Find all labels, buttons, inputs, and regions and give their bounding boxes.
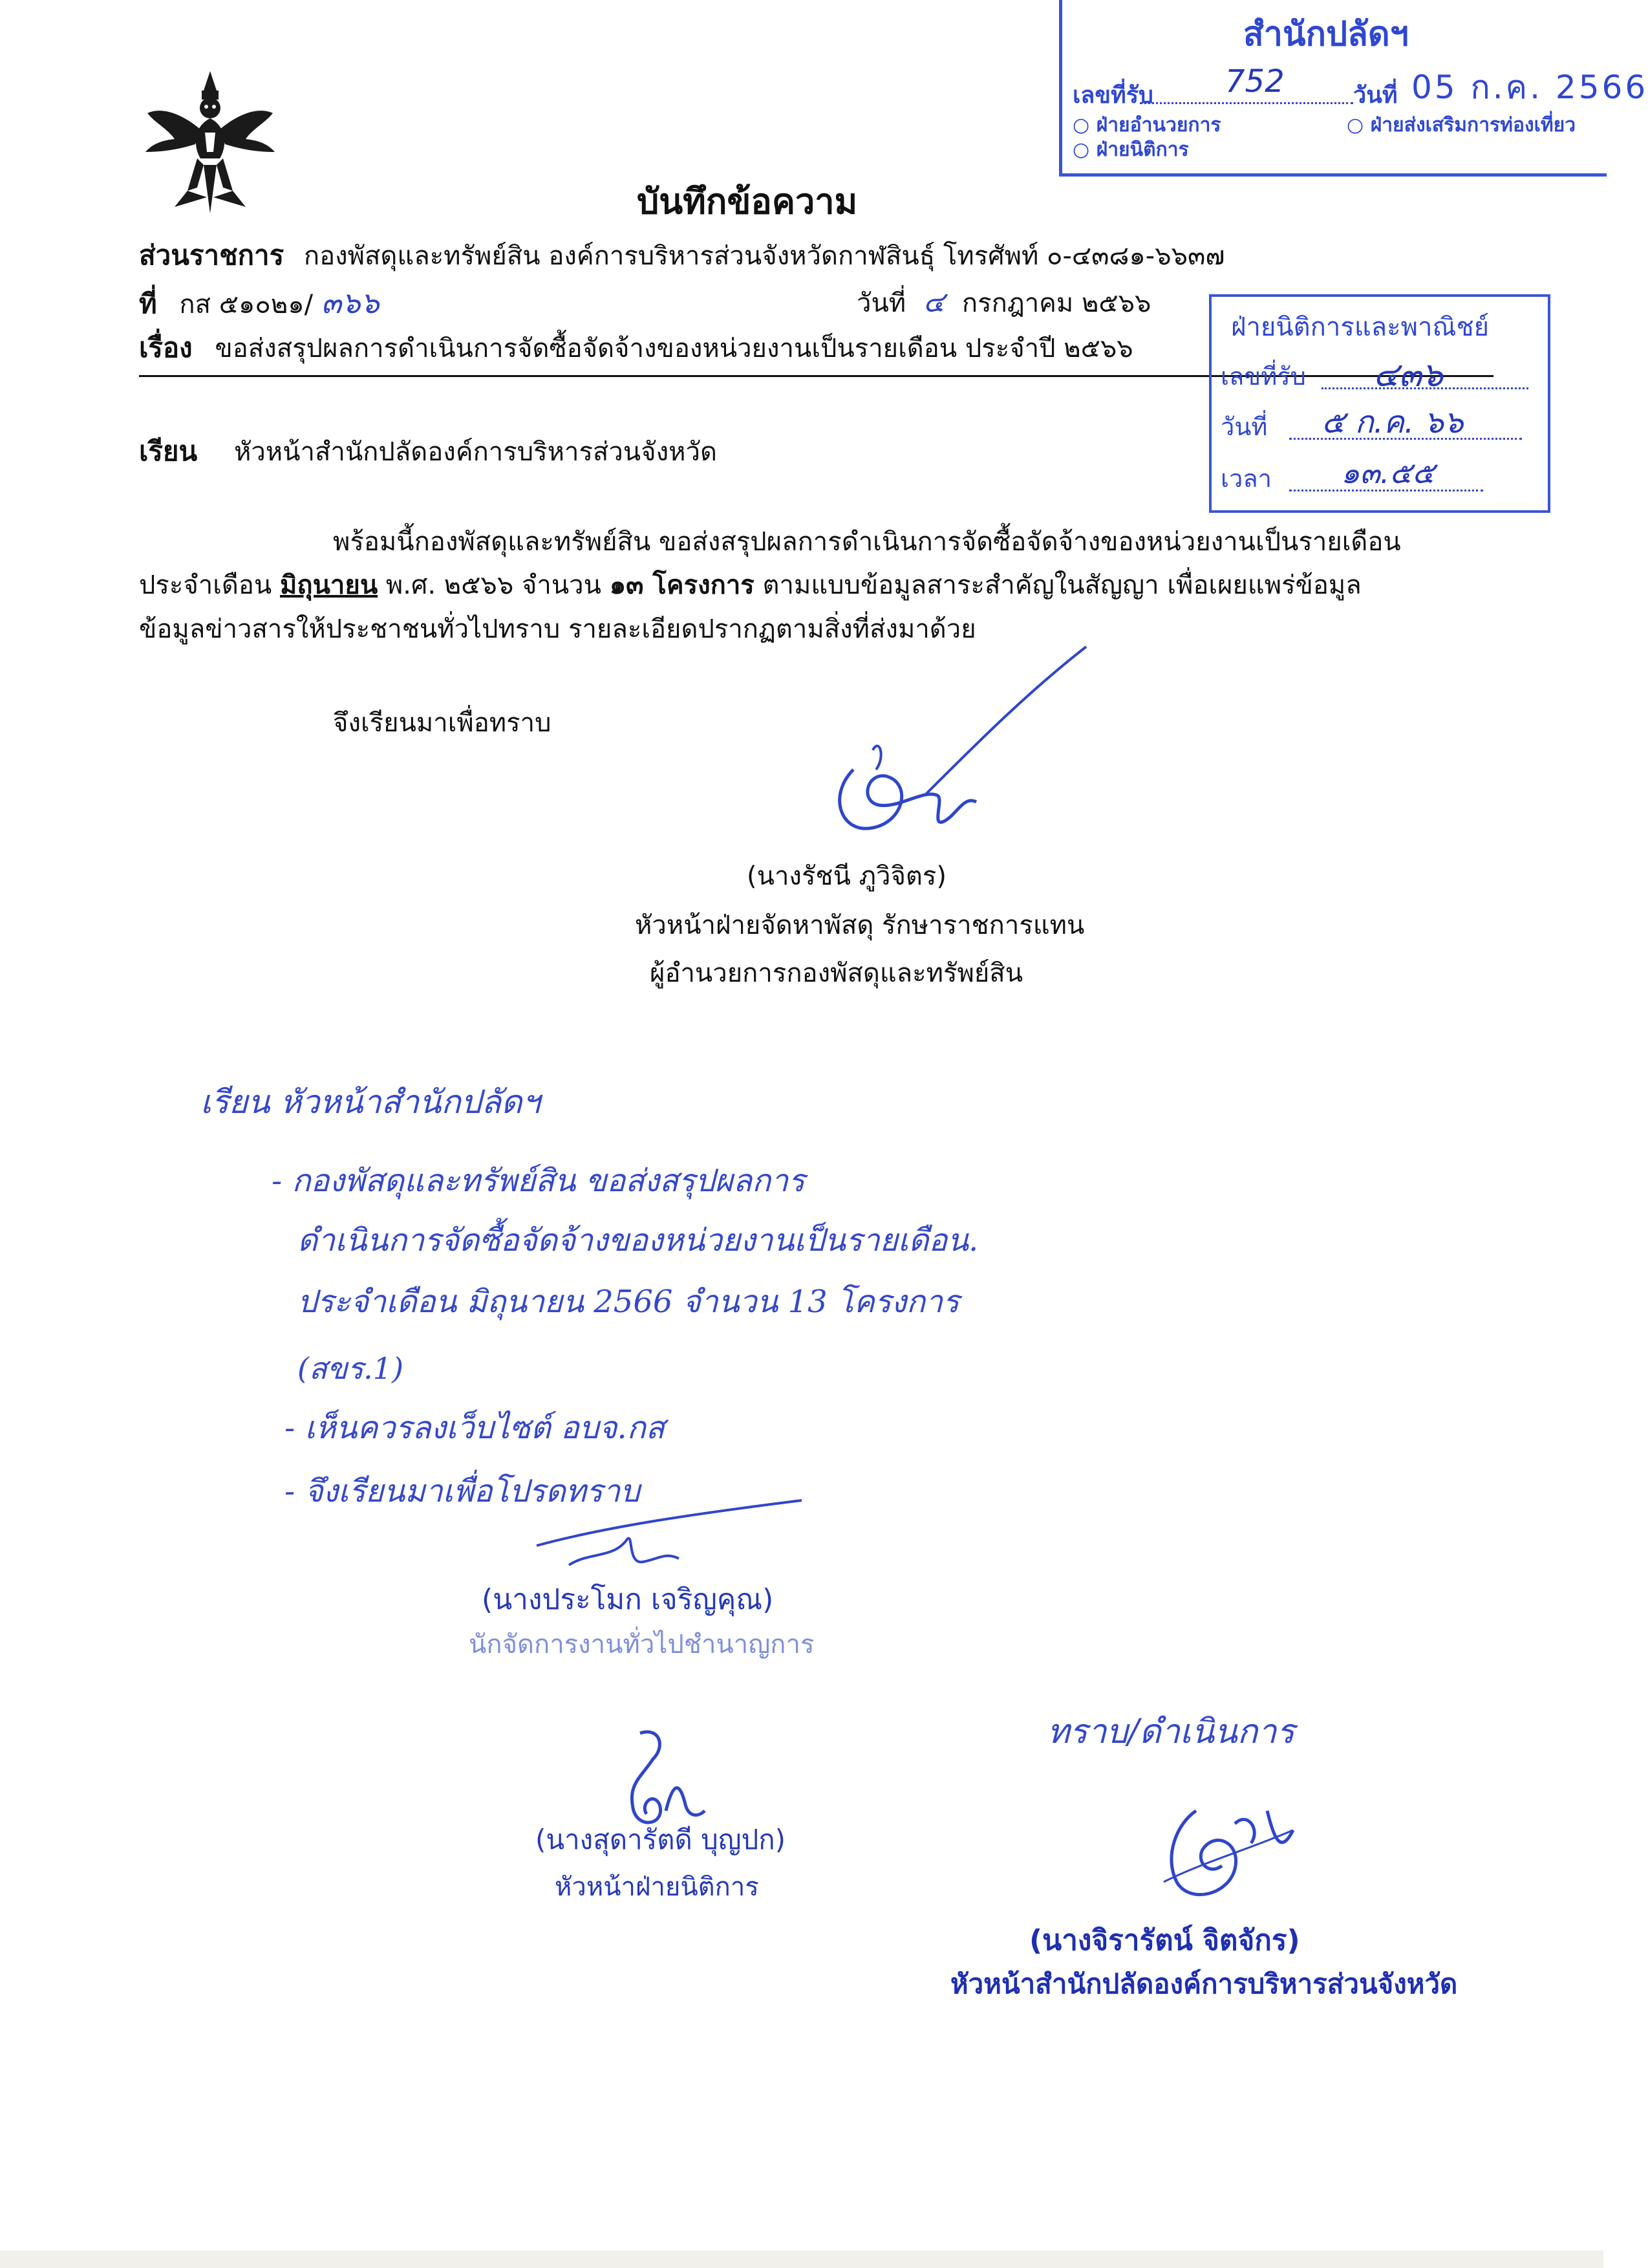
note-line-7: - จึงเรียนมาเพื่อโปรดทราบ: [284, 1473, 640, 1509]
final-signer-position: หัวหน้าสำนักปลัดองค์การบริหารส่วนจังหวัด: [950, 1968, 1458, 2000]
legal-stamp-title: ฝ่ายนิติการและพาณิชย์: [1231, 312, 1490, 342]
legal-stamp-time-label: เวลา: [1221, 464, 1272, 493]
signature-pramok: [530, 1487, 808, 1578]
to-value: หัวหน้าสำนักปลัดองค์การบริหารส่วนจังหวัด: [233, 437, 717, 467]
legal-stamp-date-label: วันที่: [1221, 413, 1268, 441]
signature-jirarat: [1138, 1785, 1306, 1914]
para-month: มิถุนายน: [280, 570, 378, 600]
agency-label: ส่วนราชการ: [139, 239, 284, 271]
garuda-emblem-icon: [142, 68, 278, 217]
memo-date-value: กรกฎาคม ๒๕๖๖: [961, 288, 1151, 318]
para-suffix: ตามแบบข้อมูลสาระสำคัญในสัญญา เพื่อเผยแพร่ข้อมูล: [754, 570, 1362, 600]
stamp-option-admin: ○ ฝ่ายอำนวยการ: [1073, 114, 1221, 136]
subject-value: ขอส่งสรุปผลการดำเนินการจัดซื้อจัดจ้างของหน่วยงานเป็นรายเดือน ประจำปี ๒๕๖๖: [215, 334, 1133, 363]
memo-date-day: ๔: [923, 286, 945, 319]
stamp-office-title: สำนักปลัดฯ: [1243, 15, 1409, 54]
legal-receipt-stamp: [1209, 294, 1550, 513]
stamp-date-value: 05 ก.ค. 2566: [1411, 69, 1648, 106]
signature-rachanee: [815, 640, 1099, 854]
legal-head-position: หัวหน้าฝ่ายนิติการ: [555, 1872, 759, 1902]
legal-stamp-receipt-label: เลขที่รับ: [1221, 362, 1306, 391]
legal-stamp-receipt-no: ๔๓๖: [1373, 356, 1443, 394]
note-line-3: ดำเนินการจัดซื้อจัดจ้างของหน่วยงานเป็นรายเดือน.: [297, 1222, 979, 1258]
note-signer-position: นักจัดการงานทั่วไปชำนาญการ: [469, 1630, 815, 1659]
final-instruction: ทราบ/ดำเนินการ: [1047, 1712, 1295, 1751]
ref-label: ที่: [139, 288, 157, 319]
para-month-prefix: ประจำเดือน: [139, 570, 280, 600]
legal-stamp-date-value: ๕ ก.ค. ๖๖: [1322, 404, 1464, 440]
agency-line: [139, 234, 1225, 277]
final-signer-name: (นางจิรารัตน์ จิตจักร): [1029, 1924, 1300, 1957]
note-line-5: (สขร.1): [297, 1351, 404, 1386]
para-count: ๑๓ โครงการ: [609, 570, 754, 600]
note-line-6: - เห็นควรลงเว็บไซต์ อบจ.กส: [284, 1410, 665, 1446]
note-line-4: ประจำเดือน มิถุนายน 2566 จำนวน 13 โครงการ: [297, 1284, 959, 1320]
note-line-1: เรียน หัวหน้าสำนักปลัดฯ: [200, 1083, 540, 1121]
ref-value: กส ๕๑๐๒๑/: [179, 290, 314, 319]
signer-name: (นางรัชนี ภูวิจิตร): [747, 861, 947, 891]
note-signer-name: (นางประโมก เจริญคุณ): [482, 1583, 774, 1616]
memo-date: [857, 279, 1151, 325]
ref-handwritten: ๓๖๖: [321, 285, 380, 320]
agency-value: กองพัสดุและทรัพย์สิน องค์การบริหารส่วนจังหวัดกาฬสินธุ์ โทรศัพท์ ๐-๔๓๘๑-๖๖๓๗: [303, 241, 1225, 271]
memo-date-label: วันที่: [857, 288, 906, 318]
stamp-option-legal: ○ ฝ่ายนิติการ: [1073, 138, 1189, 161]
ref-line: [139, 279, 380, 327]
office-receipt-stamp: [1059, 0, 1648, 177]
signer-position-2: ผู้อำนวยการกองพัสดุและทรัพย์สิน: [650, 958, 1023, 988]
paragraph-line-1: พร้อมนี้กองพัสดุและทรัพย์สิน ขอส่งสรุปผลการดำเนินการจัดซื้อจัดจ้างของหน่วยงานเป็นรายเดือน: [333, 527, 1401, 557]
stamp-receipt-label: เลขที่รับ: [1073, 82, 1153, 109]
to-line: [139, 430, 717, 473]
memo-heading: บันทึกข้อความ: [637, 181, 858, 222]
para-count-prefix: จำนวน: [513, 570, 610, 600]
scan-edge: [0, 2251, 1603, 2268]
to-label: เรียน: [139, 435, 198, 467]
paragraph-line-2: [139, 564, 1362, 605]
stamp-option-tourism: ○ ฝ่ายส่งเสริมการท่องเที่ยว: [1347, 114, 1576, 136]
closing-line: จึงเรียนมาเพื่อทราบ: [333, 708, 551, 738]
legal-head-name: (นางสุดารัตดี บุญปก): [535, 1824, 786, 1855]
stamp-date-label: วันที่: [1353, 82, 1398, 109]
stamp-receipt-number: 752: [1225, 63, 1285, 100]
para-year: พ.ศ. ๒๕๖๖: [378, 570, 514, 600]
subject-line: [139, 327, 1133, 369]
legal-stamp-time-value: ๑๓.๕๕: [1341, 455, 1435, 490]
paragraph-line-3: ข้อมูลข่าวสารให้ประชาชนทั่วไปทราบ รายละเอียดปรากฏตามสิ่งที่ส่งมาด้วย: [139, 614, 976, 644]
subject-label: เรื่อง: [139, 332, 193, 363]
signer-position-1: หัวหน้าฝ่ายจัดหาพัสดุ รักษาราชการแทน: [635, 911, 1085, 940]
note-line-2: - กองพัสดุและทรัพย์สิน ขอส่งสรุปผลการ: [272, 1163, 805, 1199]
